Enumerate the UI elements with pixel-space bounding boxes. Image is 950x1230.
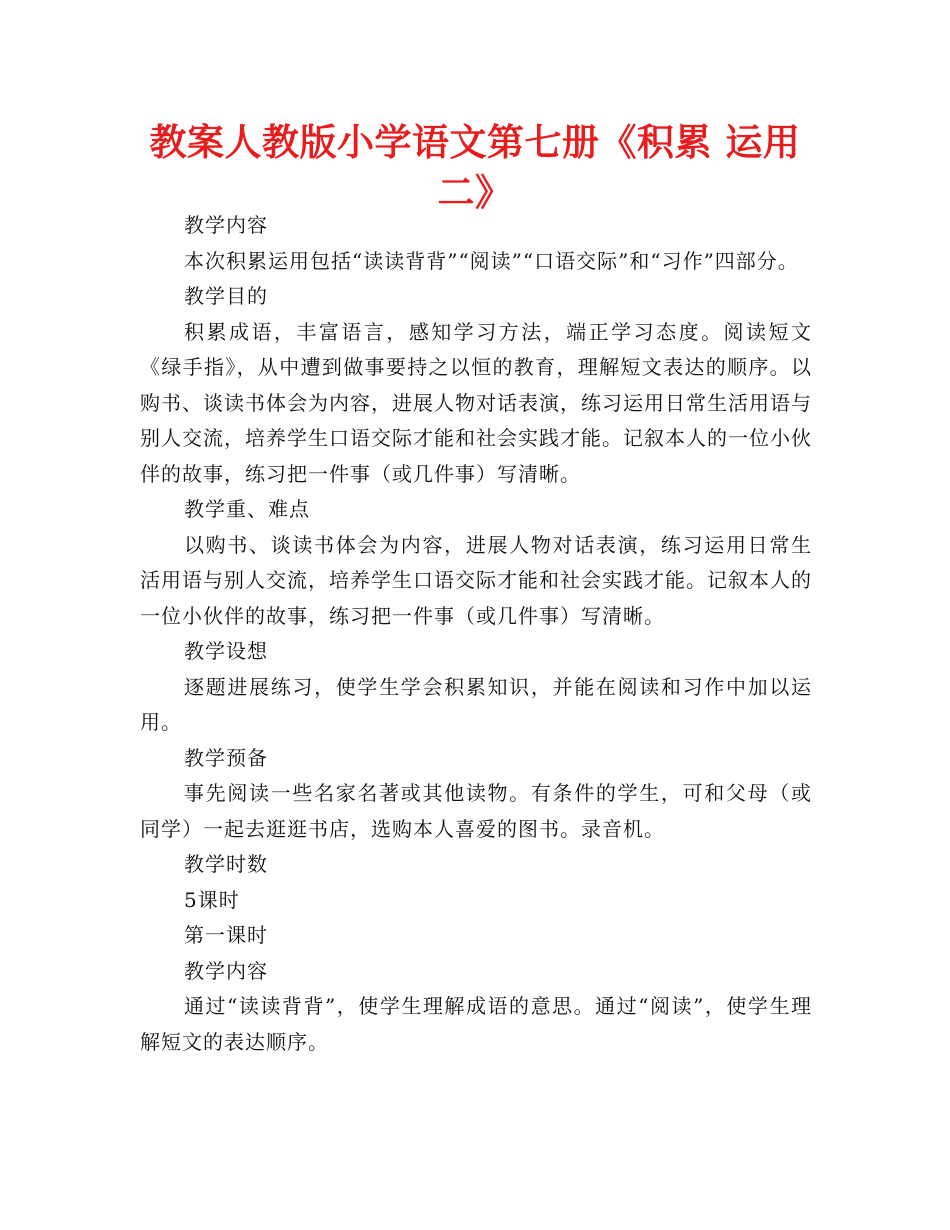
section-heading-content: 教学内容 <box>184 213 268 237</box>
section-text-content: 本次积累运用包括“读读背背”“阅读”“口语交际”和“习作”四部分。 <box>184 248 799 273</box>
lesson-text: 通过“读读背背”，使学生理解成语的意思。通过“阅读”，使学生理解短文的表达顺序。 <box>140 994 812 1054</box>
section-text-preparation: 事先阅读一些名家名著或其他读物。有条件的学生，可和父母（或同学）一起去逛逛书店，选购本人喜爱的图书。录音机。 <box>140 781 812 841</box>
lesson-subheading: 教学内容 <box>184 958 268 983</box>
section-text-objectives: 积累成语，丰富语言，感知学习方法，端正学习态度。阅读短文《绿手指》，从中遭到做事要持之以恒的教育，理解短文表达的顺序。以购书、谈读书体会为内容，进展人物对话表演，练习运用日常生活用语与别人交流，培养学生口语交际才能和社会实践才能。记叙本人的一位小伙伴的故事，练习把一件事（或几件事）写清晰。 <box>140 319 812 486</box>
lesson-heading: 第一课时 <box>184 923 268 947</box>
section-heading-key-points: 教学重、难点 <box>184 497 310 521</box>
document-body <box>140 208 812 1060</box>
section-text-hours: 5课时 <box>184 887 240 912</box>
section-heading-objectives: 教学目的 <box>184 284 268 308</box>
section-heading-plan: 教学设想 <box>184 639 268 663</box>
section-text-plan: 逐题进展练习，使学生学会积累知识，并能在阅读和习作中加以运用。 <box>140 674 812 734</box>
section-text-key-points: 以购书、谈读书体会为内容，进展人物对话表演，练习运用日常生活用语与别人交流，培养学生口语交际才能和社会实践才能。记叙本人的一位小伙伴的故事，练习把一件事（或几件事）写清晰。 <box>140 532 812 628</box>
section-heading-hours: 教学时数 <box>184 852 268 876</box>
document-title: 教案人教版小学语文第七册《积累 运用二》 <box>149 121 801 214</box>
section-heading-preparation: 教学预备 <box>184 745 268 770</box>
